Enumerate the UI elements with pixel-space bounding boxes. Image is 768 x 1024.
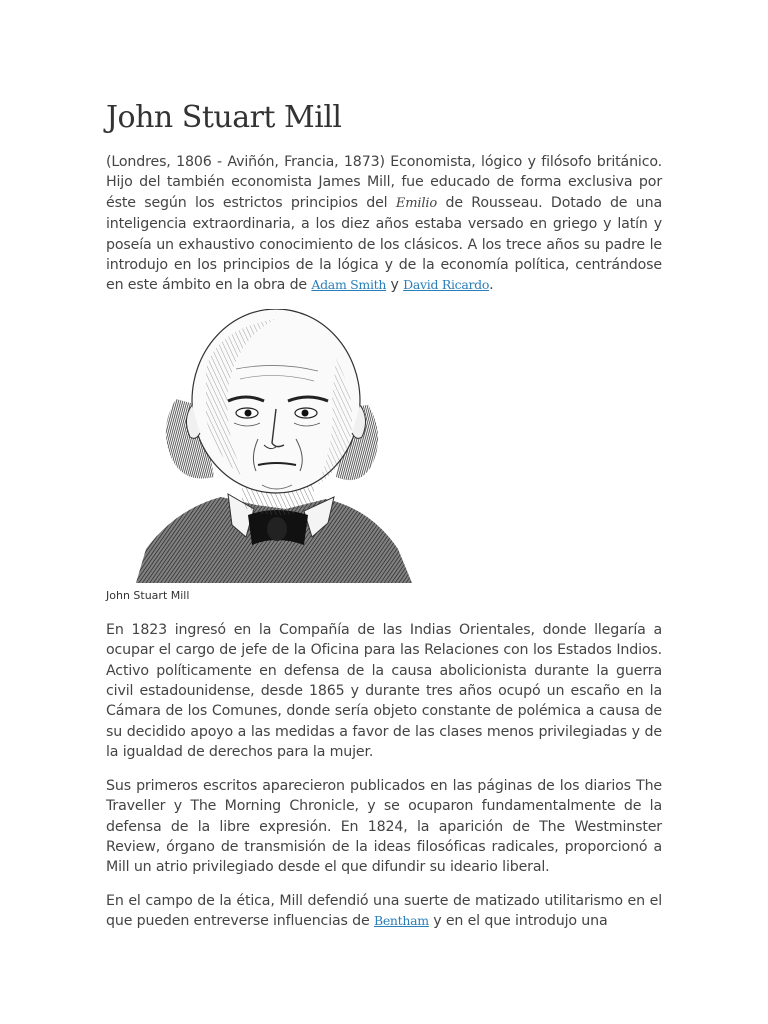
paragraph-ethics — [106, 891, 662, 932]
article — [106, 98, 662, 945]
ethics-text-1: En el campo de la ética, Mill defendió una suerte de matizado utilitarismo en el que pueden entreverse influencias de — [106, 892, 662, 930]
link-david-ricardo[interactable]: David Ricardo — [403, 277, 490, 293]
portrait-engraving — [136, 309, 412, 583]
image-caption: John Stuart Mill — [106, 588, 190, 602]
intro-text-2: de Rousseau. Dotado de una inteligencia extraordinaria, a los diez años estaba versado en griego y latín y poseía un exhaustivo conocimiento de los clásicos. A los trece años su padre le introdujo en los principios de la lógica y de la economía política, centrándose en este ámbito en la obra de — [106, 194, 662, 294]
paragraph-intro — [106, 152, 662, 296]
paragraph-writings: Sus primeros escritos aparecieron publicados en las páginas de los diarios The Traveller y The Morning Chronicle, y se ocuparon fundamentalmente de la defensa de la libre expresión. En 1824, la aparición de The Westminster Review, órgano de transmisión de la ideas filosóficas radicales, proporcionó a Mill un atrio privilegiado desde el que difundir su ideario liberal. — [106, 777, 662, 876]
portrait-image — [136, 309, 412, 583]
link-adam-smith[interactable]: Adam Smith — [311, 277, 387, 293]
intro-conjunction: y — [386, 277, 404, 294]
paragraph-career: En 1823 ingresó en la Compañía de las Indias Orientales, donde llegaría a ocupar el cargo de jefe de la Oficina para las Relaciones con los Estados Indios. Activo políticamente en defensa de la causa abolicionista durante la guerra civil estadounidense, desde 1865 y durante tres años ocupó un escaño en la Cámara de los Comunes, donde sería objeto constante de polémica a causa de su decidido apoyo a las medidas a favor de las clases menos privilegiadas y de la igualdad de derechos para la mujer. — [106, 621, 662, 761]
page-title: John Stuart Mill — [106, 100, 342, 135]
intro-text-1: (Londres, 1806 - Aviñón, Francia, 1873) Economista, lógico y filósofo británico. Hijo del también economista James Mill, fue educado de forma exclusiva por éste según los estrictos principios del — [106, 154, 662, 211]
intro-end: . — [489, 277, 494, 294]
emilio-title: Emilio — [395, 195, 438, 211]
link-bentham[interactable]: Bentham — [373, 913, 429, 929]
ethics-text-2: y en el que introdujo una — [428, 913, 608, 930]
